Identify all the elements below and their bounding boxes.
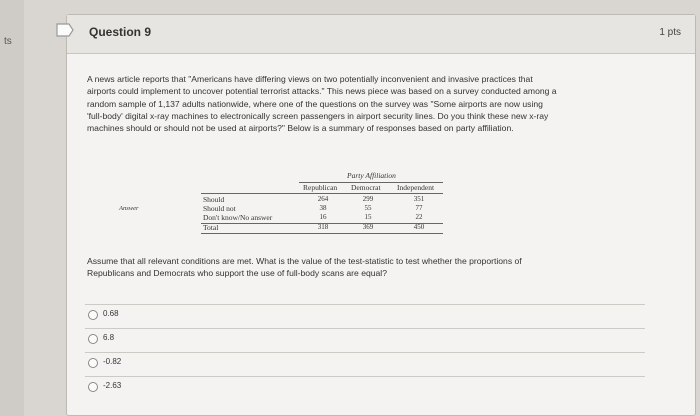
answer-label: Answer bbox=[119, 205, 139, 212]
row-label-should-not: Should not bbox=[203, 204, 236, 213]
sidebar-fragment: ts bbox=[4, 36, 12, 47]
radio-button[interactable] bbox=[88, 382, 98, 392]
cell-dontknow-rep: 16 bbox=[319, 213, 327, 221]
question-paragraph: A news article reports that "Americans have differing views on two potentially inconvenient and invasive practices that airports could implement to uncover potential terrorist attacks." This news piece was based on a survey conducted among a random sample of 1,137 adults nationwide, where one of the questions on the survey was "Some airports are now using 'full-body' digital x-ray machines to electronically screen passengers in airport security lines. Do you think these new x-ray machines should or should not be used at airports?" Below is a summary of responses based on party affiliation. bbox=[87, 74, 557, 134]
radio-button[interactable] bbox=[88, 310, 98, 320]
cell-should-dem: 299 bbox=[362, 195, 374, 203]
cell-total-dem: 369 bbox=[362, 223, 374, 231]
col-header-independent: Independent bbox=[397, 183, 435, 192]
cell-total-rep: 318 bbox=[317, 223, 329, 231]
answer-option-2[interactable] bbox=[85, 328, 645, 349]
cell-shouldnot-dem: 55 bbox=[364, 204, 372, 212]
cell-dontknow-ind: 22 bbox=[415, 213, 423, 221]
question-card bbox=[66, 14, 696, 416]
flag-icon[interactable] bbox=[56, 23, 74, 37]
answer-option-4[interactable] bbox=[85, 376, 645, 397]
cell-total-ind: 450 bbox=[413, 223, 425, 231]
col-header-republican: Republican bbox=[303, 183, 338, 192]
question-title: Question 9 bbox=[89, 25, 152, 39]
row-label-total: Total bbox=[203, 223, 219, 232]
row-label-dont-know: Don't know/No answer bbox=[203, 213, 273, 222]
radio-button[interactable] bbox=[88, 334, 98, 344]
option-label: 6.8 bbox=[103, 333, 115, 342]
cell-should-ind: 351 bbox=[413, 195, 425, 203]
row-label-should: Should bbox=[203, 195, 225, 204]
left-sidebar bbox=[0, 0, 24, 416]
option-label: -2.63 bbox=[103, 381, 122, 390]
table-caption: Party Affiliation bbox=[347, 171, 396, 180]
response-table bbox=[113, 171, 443, 251]
question-points: 1 pts bbox=[659, 27, 681, 38]
cell-should-rep: 264 bbox=[317, 195, 329, 203]
col-header-democrat: Democrat bbox=[351, 183, 381, 192]
option-label: -0.82 bbox=[103, 357, 122, 366]
option-label: 0.68 bbox=[103, 309, 119, 318]
answer-option-1[interactable] bbox=[85, 304, 645, 325]
cell-shouldnot-rep: 38 bbox=[319, 204, 327, 212]
radio-button[interactable] bbox=[88, 358, 98, 368]
answer-option-3[interactable] bbox=[85, 352, 645, 373]
question-prompt: Assume that all relevant conditions are met. What is the value of the test-statistic to test whether the proportions of Republicans and Democrats who support the use of full-body scans are equal? bbox=[87, 256, 522, 279]
cell-shouldnot-ind: 77 bbox=[415, 204, 423, 212]
cell-dontknow-dem: 15 bbox=[364, 213, 372, 221]
question-header bbox=[67, 15, 695, 54]
